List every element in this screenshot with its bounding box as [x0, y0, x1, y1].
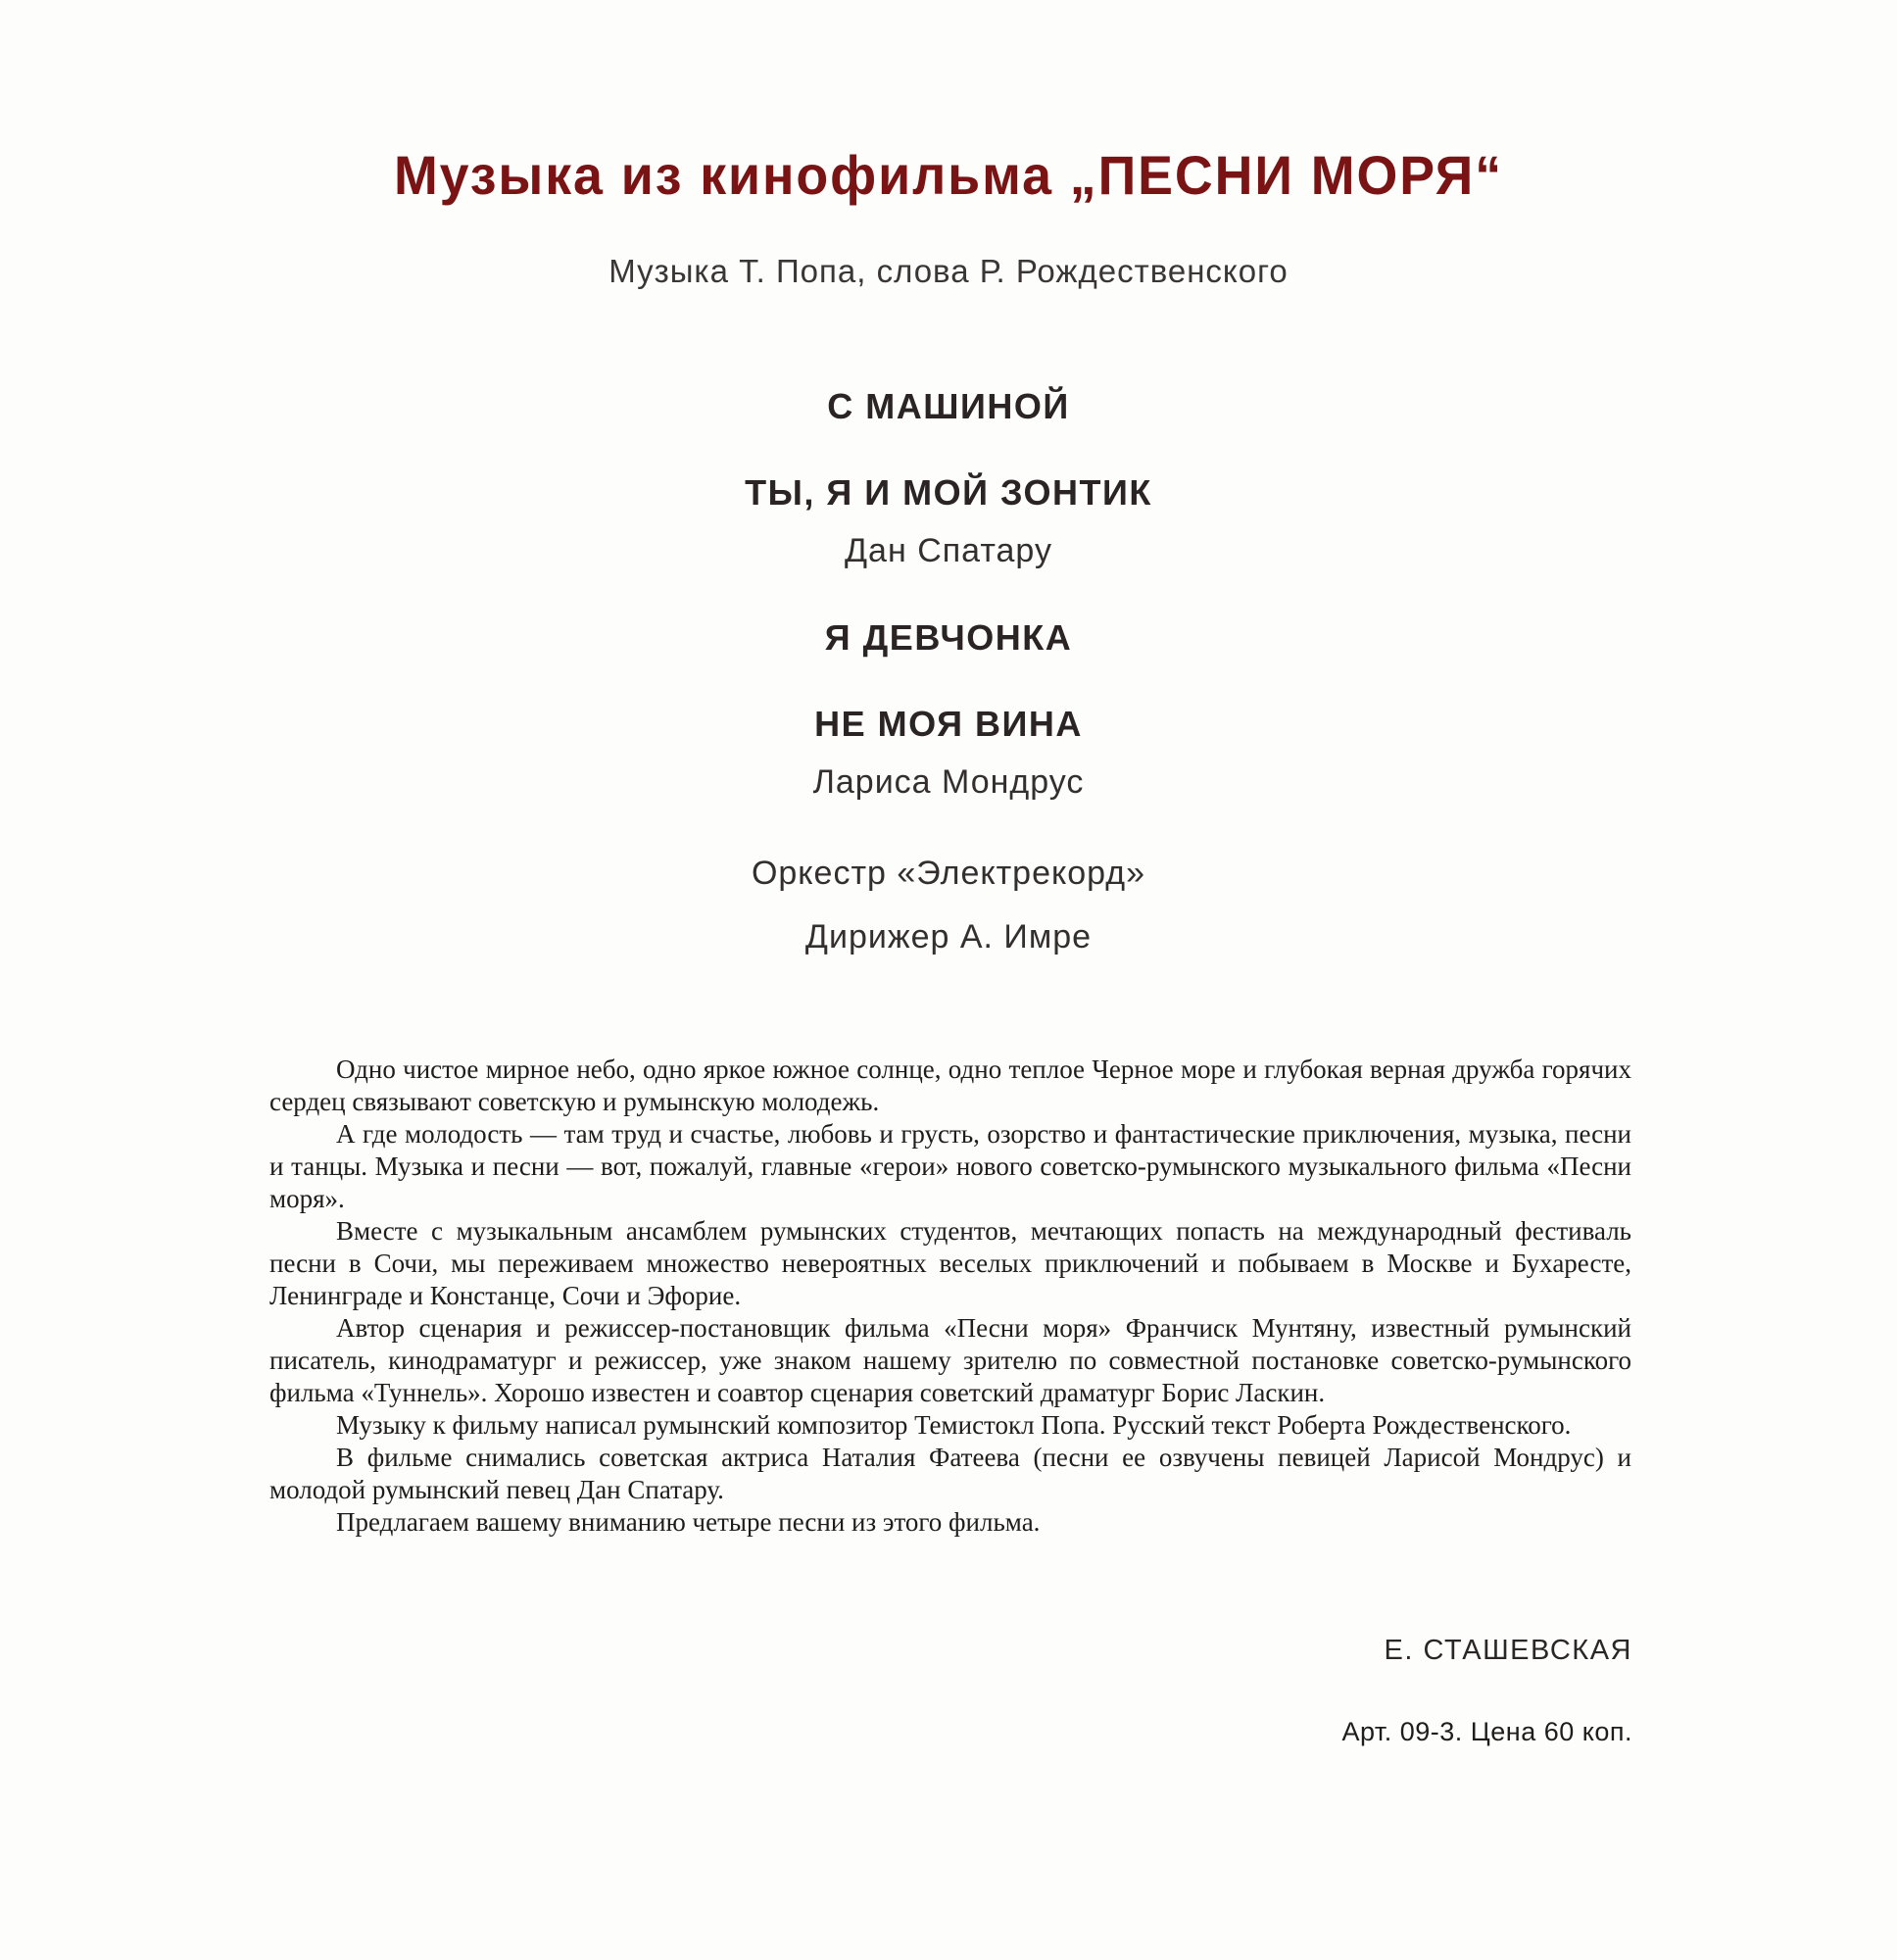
author-signature: Е. СТАШЕВСКАЯ	[1384, 1635, 1632, 1666]
annotation-paragraph: А где молодость — там труд и счастье, любовь и грусть, озорство и фантастические приключения, музыка, песни и танцы. Музыка и песни — вот, пожалуй, главные «герои» нового советско-румынского музыкального фильма «Песни моря».	[269, 1119, 1631, 1213]
album-title: Музыка из кинофильма „ПЕСНИ МОРЯ“	[393, 144, 1504, 206]
track-title-2: ТЫ, Я И МОЙ ЗОНТИК	[745, 472, 1152, 513]
annotation-paragraph: Одно чистое мирное небо, одно яркое южное солнце, одно теплое Черное море и глубокая верная дружба горячих сердец связывают советскую и румынскую молодежь.	[269, 1054, 1631, 1116]
annotation-text	[269, 1054, 1631, 1539]
orchestra-name: Оркестр «Электрекорд»	[751, 855, 1146, 892]
conductor-name: Дирижер А. Имре	[804, 918, 1093, 956]
annotation-paragraph: Автор сценария и режиссер-постановщик фильма «Песни моря» Франчиск Мунтяну, известный румынский писатель, кинодраматург и режиссер, уже знаком нашему зрителю по совместной постановке советско-румынского фильма «Туннель». Хорошо известен и соавтор сценария советский драматург Борис Ласкин.	[269, 1313, 1631, 1407]
annotation-paragraph: Вместе с музыкальным ансамблем румынских студентов, мечтающих попасть на международный фестиваль песни в Сочи, мы переживаем множество невероятных веселых приключений и побываем в Москве и Бухаресте, Ленинграде и Констанце, Сочи и Эфорие.	[269, 1216, 1631, 1310]
track-title-3: Я ДЕВЧОНКА	[824, 617, 1073, 658]
track-performer-4: Лариса Мондрус	[812, 763, 1085, 801]
catalog-price: Арт. 09-3. Цена 60 коп.	[1341, 1717, 1632, 1746]
track-performer-2: Дан Спатару	[845, 532, 1052, 569]
track-title-1: С МАШИНОЙ	[827, 386, 1070, 426]
annotation-paragraph: В фильме снимались советская актриса Наталия Фатеева (песни ее озвучены певицей Ларисой Мондрус) и молодой румынский певец Дан Спатару.	[269, 1443, 1631, 1504]
annotation-paragraph: Предлагаем вашему вниманию четыре песни из этого фильма.	[336, 1507, 1041, 1537]
composer-lyricist-credits: Музыка Т. Попа, слова Р. Рождественского	[608, 253, 1289, 289]
annotation-paragraph: Музыку к фильму написал румынский композитор Темистокл Попа. Русский текст Роберта Рождественского.	[336, 1410, 1572, 1440]
track-title-4: НЕ МОЯ ВИНА	[814, 704, 1083, 744]
